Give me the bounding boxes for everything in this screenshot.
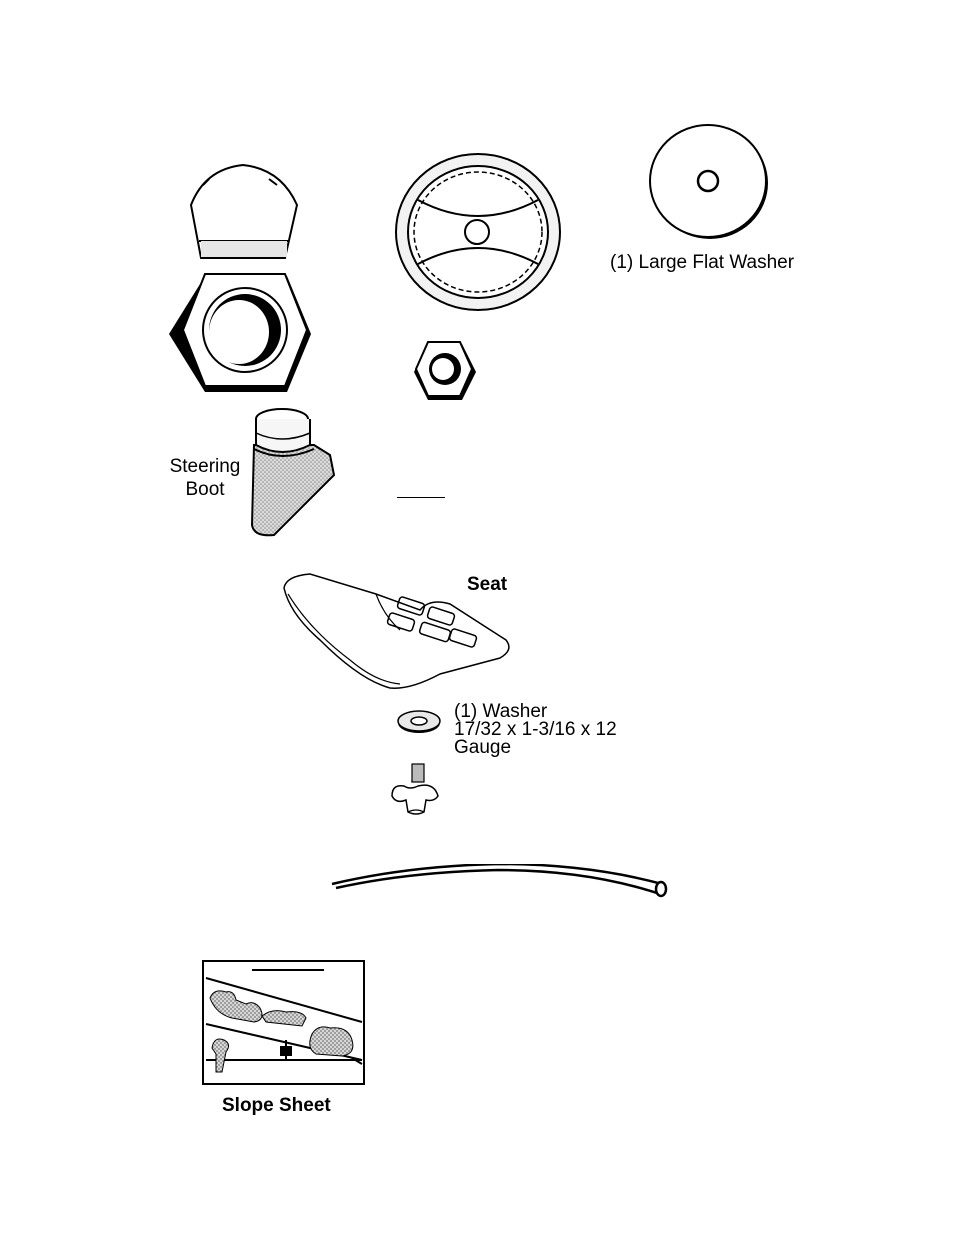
- small-hex-nut-icon: [412, 340, 478, 402]
- blank-caption-line: [397, 497, 445, 498]
- slope-sheet-icon: [202, 960, 365, 1085]
- seat-label: Seat: [467, 574, 508, 595]
- washer-label-line3: Gauge: [454, 737, 512, 758]
- washer-label-line2: 17/32 x 1-3/16 x 12: [454, 719, 617, 740]
- steering-wheel-icon: [393, 152, 563, 312]
- slope-sheet-label: Slope Sheet: [222, 1095, 331, 1116]
- steering-boot-label: Steering Boot: [169, 456, 241, 500]
- small-washer-icon: [396, 709, 442, 735]
- washer-label-line1: (1) Washer: [454, 701, 548, 722]
- large-flat-washer-label: (1) Large Flat Washer: [610, 252, 795, 273]
- tube-icon: [328, 856, 673, 902]
- large-hex-nut-icon: [165, 272, 315, 397]
- steering-boot-icon: [234, 405, 342, 540]
- steering-cap-icon: [185, 163, 305, 263]
- wing-knob-icon: [388, 760, 442, 818]
- large-flat-washer-icon: [646, 123, 770, 241]
